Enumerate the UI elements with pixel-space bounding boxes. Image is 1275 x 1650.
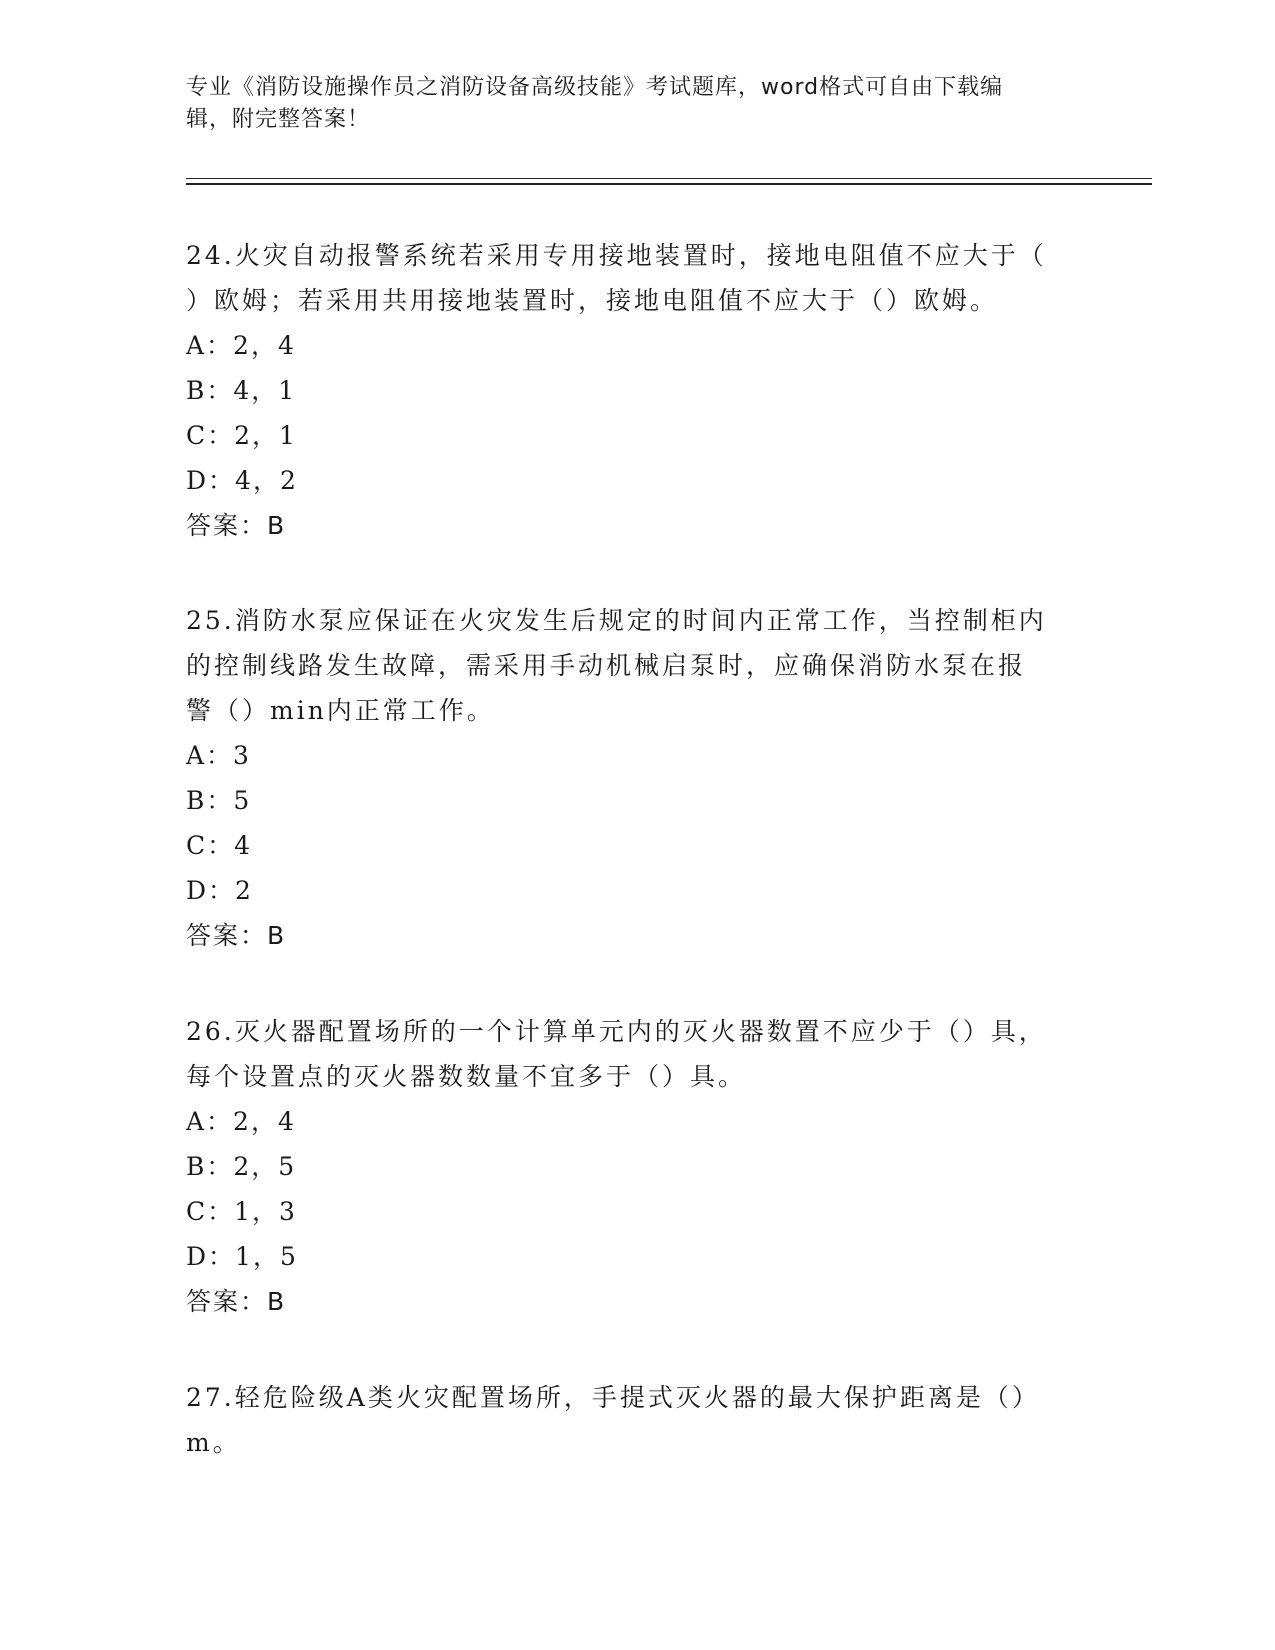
question-stem-line: m。 — [186, 1428, 241, 1457]
answer-label: 答案：B — [186, 921, 287, 950]
header-line-2: 辑，附完整答案！ — [186, 107, 371, 132]
option-c: C：2，1 — [186, 421, 297, 450]
question-stem-line: 27.轻危险级A类火灾配置场所，手提式灭火器的最大保护距离是（） — [186, 1383, 1040, 1412]
header-line-1: 专业《消防设施操作员之消防设备高级技能》考试题库，word格式可自由下载编 — [186, 75, 1004, 100]
option-c: C：1，3 — [186, 1197, 297, 1226]
question-stem-line: 每个设置点的灭火器数数量不宜多于（）具。 — [186, 1062, 747, 1091]
option-b: B：4，1 — [186, 376, 297, 405]
question-26 — [186, 1009, 1086, 1324]
option-b: B：2，5 — [186, 1152, 297, 1181]
question-stem-line: 24.火灾自动报警系统若采用专用接地装置时，接地电阻值不应大于（ — [186, 241, 1047, 270]
option-d: D：1，5 — [186, 1242, 298, 1271]
question-25 — [186, 598, 1086, 958]
option-a: A：3 — [186, 741, 251, 770]
option-a: A：2，4 — [186, 1107, 296, 1136]
option-c: C：4 — [186, 831, 253, 860]
document-header — [186, 72, 1066, 136]
option-a: A：2，4 — [186, 331, 296, 360]
header-divider-thick — [186, 183, 1152, 185]
question-stem-line: 警（）min内正常工作。 — [186, 696, 495, 725]
answer-label: 答案：B — [186, 511, 287, 540]
option-d: D：4，2 — [186, 466, 298, 495]
question-stem-line: 26.灭火器配置场所的一个计算单元内的灭火器数置不应少于（）具， — [186, 1017, 1047, 1046]
option-d: D：2 — [186, 876, 253, 905]
header-divider-thin — [186, 178, 1152, 179]
question-27 — [186, 1375, 1086, 1465]
question-stem-line: 25.消防水泵应保证在火灾发生后规定的时间内正常工作，当控制柜内 — [186, 606, 1047, 635]
question-stem-line: 的控制线路发生故障，需采用手动机械启泵时，应确保消防水泵在报 — [186, 651, 1027, 680]
option-b: B：5 — [186, 786, 252, 815]
answer-label: 答案：B — [186, 1287, 287, 1316]
question-stem-line: ）欧姆；若采用共用接地装置时，接地电阻值不应大于（）欧姆。 — [186, 286, 999, 315]
question-24 — [186, 233, 1086, 548]
